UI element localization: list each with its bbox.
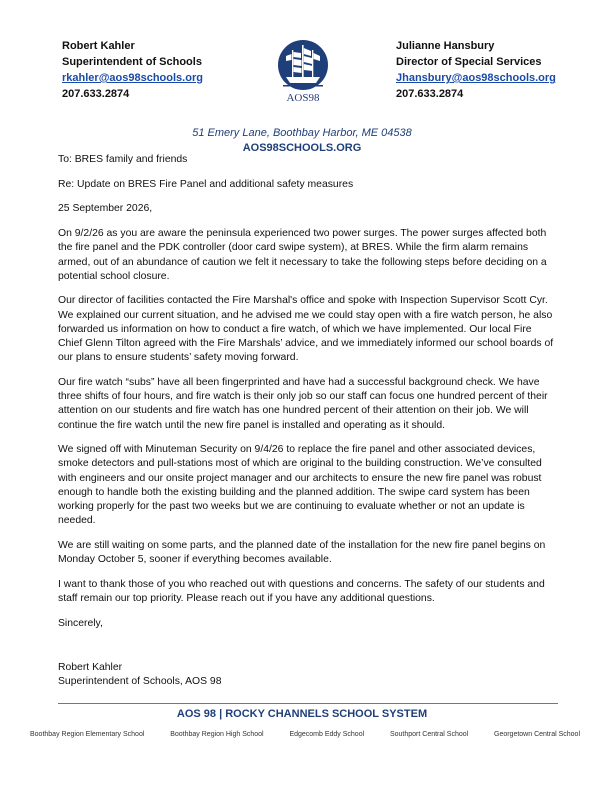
superintendent-phone: 207.633.2874 (62, 88, 130, 100)
school-name: Boothbay Region Elementary School (30, 731, 145, 738)
footer-divider (58, 703, 558, 704)
director-email-link[interactable]: Jhansbury@aos98schools.org (396, 72, 556, 84)
paragraph: We signed off with Minuteman Security on 9/4/26 to replace the fire panel and other associated devices, smoke detectors and pull-stations most of which are original to the building construction. We’ve consulted with engineers and our onsite project manager and our architects to ensure the new fire panel was robust enough to handle both the existing building and the planned addition. The swipe card system has been working properly for the past two weeks but we are continuing to evaluate whether or not an update is needed. (58, 444, 542, 527)
paragraph: On 9/2/26 as you are aware the peninsula experienced two power surges. The power surges affected both the fire panel and the PDK controller (door card swipe system), at BRES. While the firm alarm remains armed, out of an abundance of caution we felt it necessary to take the following steps before deciding on a potential school closure. (58, 228, 547, 282)
paragraph: We are still waiting on some parts, and the planned date of the installation for the new fire panel begins on Monday October 5, sooner if everything becomes available. (58, 539, 546, 566)
header-right-contact (396, 38, 556, 102)
school-name: Edgecomb Eddy School (289, 731, 365, 738)
paragraph: I want to thank those of you who reached out with questions and concerns. The safety of our students and staff remain our top priority. Please reach out if you have any additional questions. (58, 578, 545, 605)
director-name: Julianne Hansbury (396, 40, 495, 52)
director-title: Director of Special Services (396, 56, 542, 68)
website: AOS98SCHOOLS.ORG (242, 142, 362, 154)
paragraph: Our fire watch “subs” have all been fingerprinted and have had a successful background check. We have three shifts of four hours, and fire watch is their only job so our staff can focus one hundred percent of their attention on our students and fire watch has one hundred percent of their attention on their job. We will continue the fire watch until the new fire panel is installed and operating as it should. (58, 376, 548, 431)
superintendent-email-link[interactable]: rkahler@aos98schools.org (62, 72, 203, 84)
closing: Sincerely, (58, 617, 103, 629)
signer-title: Superintendent of Schools, AOS 98 (58, 676, 222, 688)
aos98-logo (277, 39, 329, 109)
letter-to: To: BRES family and friends (58, 154, 188, 165)
letter-body (58, 153, 558, 689)
footer-school-list (30, 731, 580, 738)
letter-date: 25 September 2026, (58, 203, 153, 215)
school-name: Boothbay Region High School (170, 731, 264, 738)
letter-subject: Re: Update on BRES Fire Panel and additional safety measures (58, 178, 354, 190)
school-name: Georgetown Central School (494, 731, 580, 738)
address-block (0, 126, 604, 156)
signer-name: Robert Kahler (58, 661, 123, 673)
superintendent-name: Robert Kahler (62, 40, 135, 52)
logo-text: AOS98 (286, 92, 320, 104)
paragraph: Our director of facilities contacted the Fire Marshal's office and spoke with Inspection Supervisor Scott Cyr. We explained our current situation, and he advised me we could stay open with a fire watch person, he also forwarded us information on how to conduct a fire watch, of which we have implemented. Our local Fire Chief Glenn Tilton agreed with the Fire Marshals’ advice, and we immediately informed our school boards of our plans to ensure students’ safety moving forward. (58, 295, 554, 364)
director-phone: 207.633.2874 (396, 88, 464, 100)
header-left-contact (62, 38, 203, 102)
street-address: 51 Emery Lane, Boothbay Harbor, ME 04538 (192, 127, 412, 139)
school-name: Southport Central School (389, 731, 469, 738)
superintendent-title: Superintendent of Schools (62, 56, 202, 68)
footer-title: AOS 98 | ROCKY CHANNELS SCHOOL SYSTEM (176, 708, 428, 720)
